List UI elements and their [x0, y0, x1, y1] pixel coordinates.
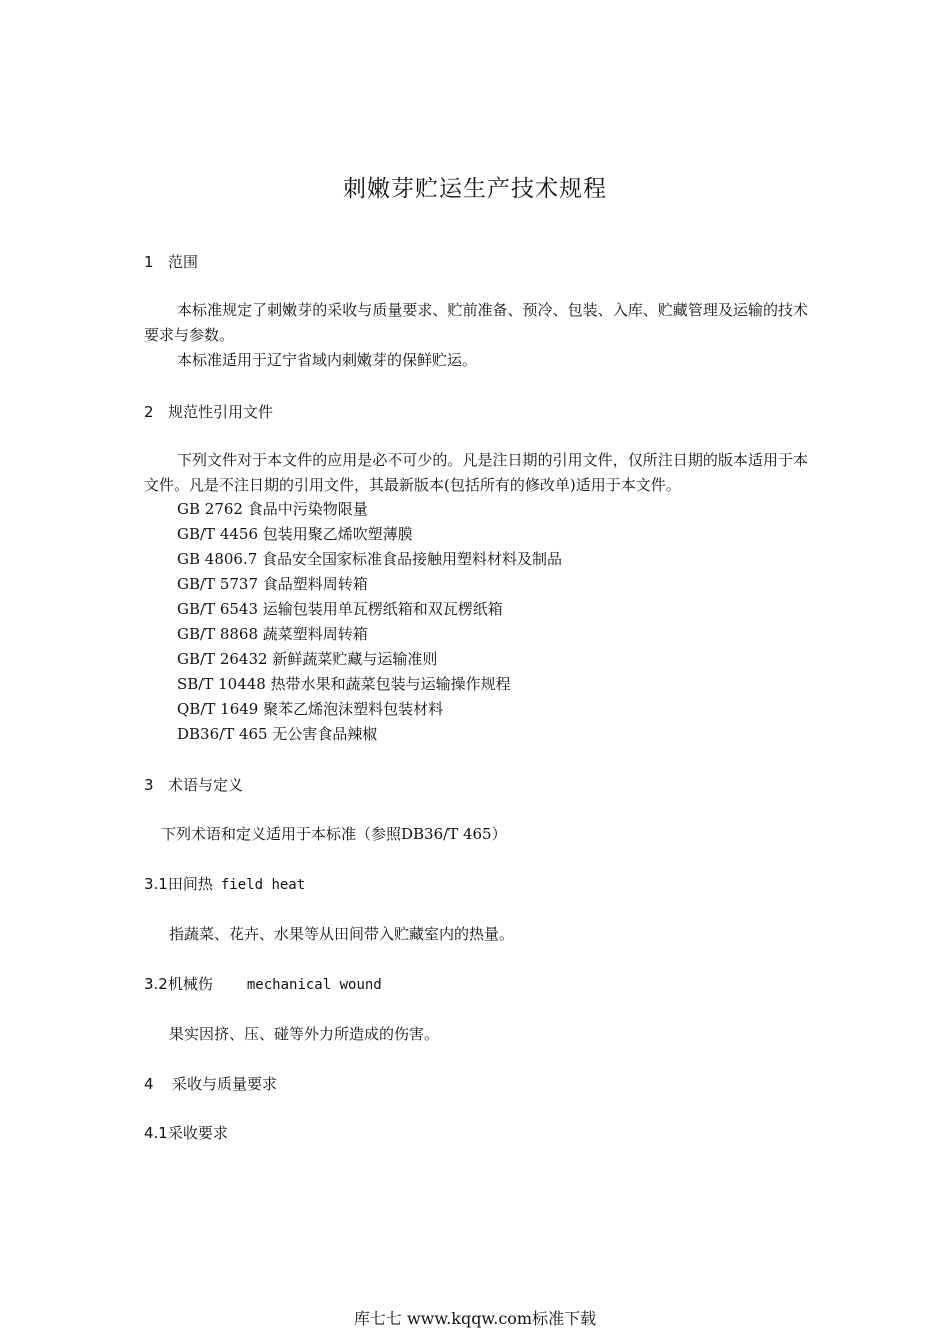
- subsection-3-1-heading: [144, 873, 305, 894]
- subsection-english-term: mechanical wound: [246, 977, 382, 993]
- subsection-title: 田间热: [167, 875, 213, 893]
- section-number: 4: [144, 1075, 154, 1093]
- scope-paragraph: 本标准规定了刺嫩芽的采收与质量要求、贮前准备、预冷、包装、入库、贮藏管理及运输的技术要求与参数。: [144, 301, 808, 344]
- section-number: 2: [144, 403, 154, 421]
- section-1-heading: [144, 251, 198, 272]
- section-4-heading: [144, 1073, 277, 1094]
- document-title: 刺嫩芽贮运生产技术规程: [343, 176, 607, 202]
- section-title: 采收与质量要求: [172, 1075, 278, 1093]
- subsection-number: 3.1: [144, 875, 168, 893]
- subsection-number: 3.2: [144, 975, 168, 993]
- section-title: 范围: [168, 253, 199, 271]
- terms-intro-paragraph: 下列术语和定义适用于本标准（参照DB36/T 465）: [161, 825, 507, 843]
- reference-item: QB/T 1649 聚苯乙烯泡沫塑料包装材料: [177, 700, 444, 718]
- applicability-paragraph: 本标准适用于辽宁省域内刺嫩芽的保鲜贮运。: [177, 351, 478, 369]
- mechanical-wound-definition: 果实因挤、压、碰等外力所造成的伤害。: [169, 1025, 440, 1043]
- reference-item: GB 2762 食品中污染物限量: [177, 500, 368, 518]
- subsection-4-1-heading: [144, 1122, 228, 1143]
- subsection-number: 4.1: [144, 1124, 168, 1142]
- section-2-heading: [144, 401, 273, 422]
- section-title: 规范性引用文件: [168, 403, 274, 421]
- field-heat-definition: 指蔬菜、花卉、水果等从田间带入贮藏室内的热量。: [169, 925, 515, 943]
- reference-item: GB/T 5737 食品塑料周转箱: [177, 575, 368, 593]
- subsection-3-2-heading: [144, 973, 382, 994]
- section-3-heading: [144, 774, 243, 795]
- section-number: 1: [144, 253, 154, 271]
- reference-item: GB/T 8868 蔬菜塑料周转箱: [177, 625, 368, 643]
- reference-item: GB/T 26432 新鲜蔬菜贮藏与运输准则: [177, 650, 438, 668]
- reference-item: GB/T 6543 运输包装用单瓦楞纸箱和双瓦楞纸箱: [177, 600, 503, 618]
- section-number: 3: [144, 776, 154, 794]
- reference-item: SB/T 10448 热带水果和蔬菜包装与运输操作规程: [177, 675, 511, 693]
- references-intro-paragraph: 下列文件对于本文件的应用是必不可少的。凡是注日期的引用文件，仅所注日期的版本适用于本文件。凡是不注日期的引用文件，其最新版本(包括所有的修改单)适用于本文件。: [144, 451, 808, 494]
- subsection-english-term: field heat: [220, 877, 306, 893]
- page-footer: 库七七 www.kqqw.com标准下载: [353, 1309, 597, 1328]
- reference-item: GB 4806.7 食品安全国家标准食品接触用塑料材料及制品: [177, 550, 563, 568]
- subsection-title: 采收要求: [167, 1124, 228, 1142]
- reference-item: GB/T 4456 包装用聚乙烯吹塑薄膜: [177, 525, 413, 543]
- section-title: 术语与定义: [168, 776, 244, 794]
- subsection-title: 机械伤: [167, 975, 213, 993]
- reference-item: DB36/T 465 无公害食品辣椒: [177, 725, 378, 743]
